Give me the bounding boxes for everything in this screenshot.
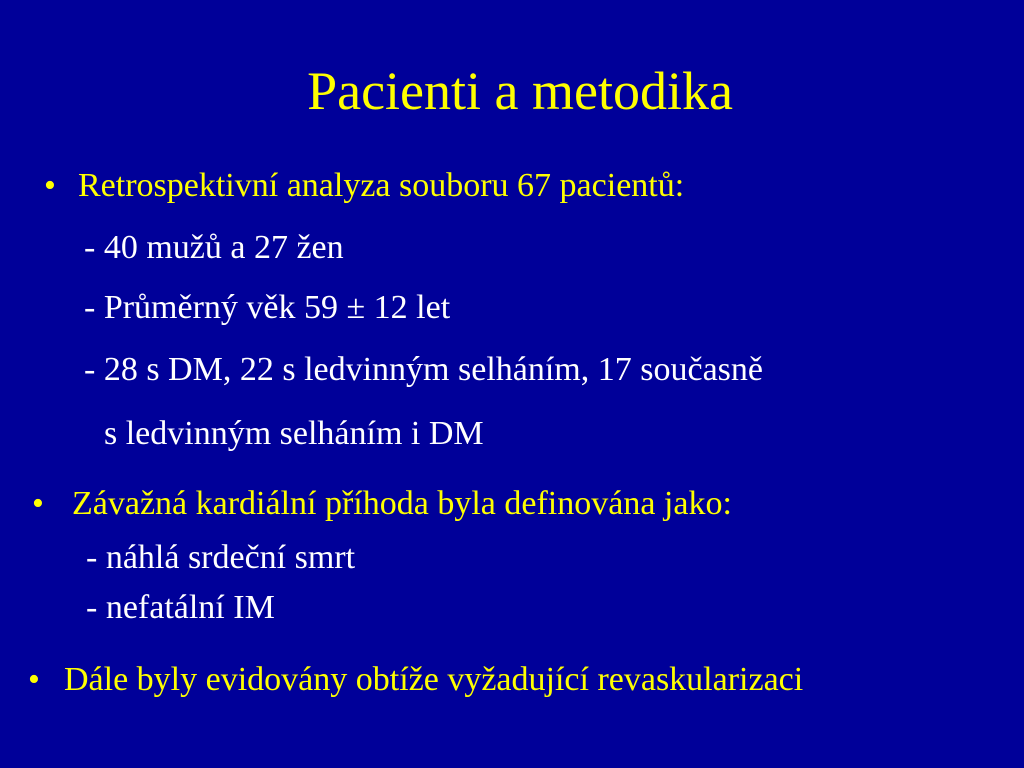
section1-item: - 28 s DM, 22 s ledvinným selháním, 17 současně: [84, 351, 763, 388]
section1-item: - 40 mužů a 27 žen: [84, 229, 344, 266]
section2-heading: Závažná kardiální příhoda byla definována jako:: [72, 485, 732, 522]
section2-item: - náhlá srdeční smrt: [86, 539, 356, 576]
section2-item: - nefatální IM: [86, 589, 275, 626]
section1-item: - Průměrný věk 59 ± 12 let: [84, 289, 451, 326]
bullet-1: •: [44, 167, 56, 204]
slide-title: Pacienti a metodika: [307, 61, 733, 121]
section3-heading: Dále byly evidovány obtíže vyžadující revaskularizaci: [64, 661, 804, 698]
bullet-3: •: [28, 661, 40, 698]
bullet-2: •: [32, 485, 44, 522]
section1-item: s ledvinným selháním i DM: [104, 415, 484, 452]
section1-heading: Retrospektivní analyza souboru 67 pacientů:: [78, 167, 685, 204]
